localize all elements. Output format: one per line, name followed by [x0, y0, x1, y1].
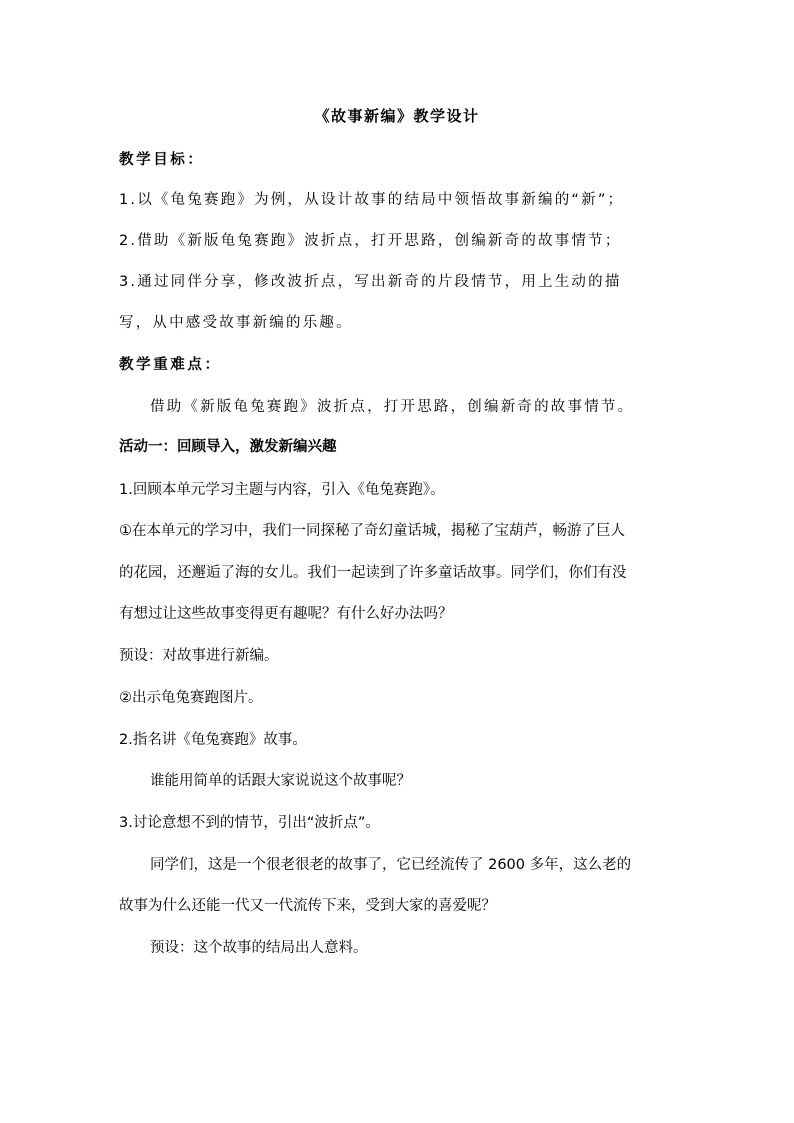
- activity1-line-9: 3.讨论意想不到的情节，引出“波折点”。: [119, 815, 380, 831]
- activity1-line-3: 的花园，还邂逅了海的女儿。我们一起读到了许多童话故事。同学们，你们有没: [119, 565, 627, 581]
- activity1-line-6: ②出示龟兔赛跑图片。: [119, 690, 263, 706]
- key-points-heading: 教学重难点：: [119, 357, 222, 373]
- activity1-heading: 活动一：回顾导入，激发新编兴趣: [119, 439, 337, 455]
- activity1-line-5: 预设：对故事进行新编。: [119, 648, 279, 664]
- activity1-line-10: 同学们，这是一个很老很老的故事了，它已经流传了 2600 多年，这么老的: [150, 857, 632, 873]
- activity1-line-11: 故事为什么还能一代又一代流传下来，受到大家的喜爱呢？: [119, 898, 496, 914]
- objective-line-1: 1.以《龟兔赛跑》为例，从设计故事的结局中领悟故事新编的“新”；: [119, 192, 625, 208]
- objective-line-2: 2.借助《新版龟兔赛跑》波折点，打开思路，创编新奇的故事情节；: [119, 233, 622, 249]
- objective-line-4: 写，从中感受故事新编的乐趣。: [119, 315, 353, 331]
- activity1-line-7: 2.指名讲《龟兔赛跑》故事。: [119, 732, 307, 748]
- activity1-line-1: 1.回顾本单元学习主题与内容，引入《龟兔赛跑》。: [119, 482, 445, 498]
- activity1-line-4: 有想过让这些故事变得更有趣呢？有什么好办法吗？: [119, 606, 453, 622]
- activity1-line-8: 谁能用简单的话跟大家说说这个故事呢？: [150, 773, 411, 789]
- activity1-line-2: ①在本单元的学习中，我们一同探秘了奇幻童话城，揭秘了宝葫芦，畅游了巨人: [119, 523, 625, 539]
- objective-line-3: 3.通过同伴分享，修改波折点，写出新奇的片段情节，用上生动的描: [119, 274, 622, 290]
- activity1-line-12: 预设：这个故事的结局出人意料。: [150, 940, 368, 956]
- document-title: 《故事新编》教学设计: [314, 107, 480, 125]
- objectives-heading: 教学目标：: [119, 152, 205, 168]
- key-points-text: 借助《新版龟兔赛跑》波折点，打开思路，创编新奇的故事情节。: [150, 399, 635, 415]
